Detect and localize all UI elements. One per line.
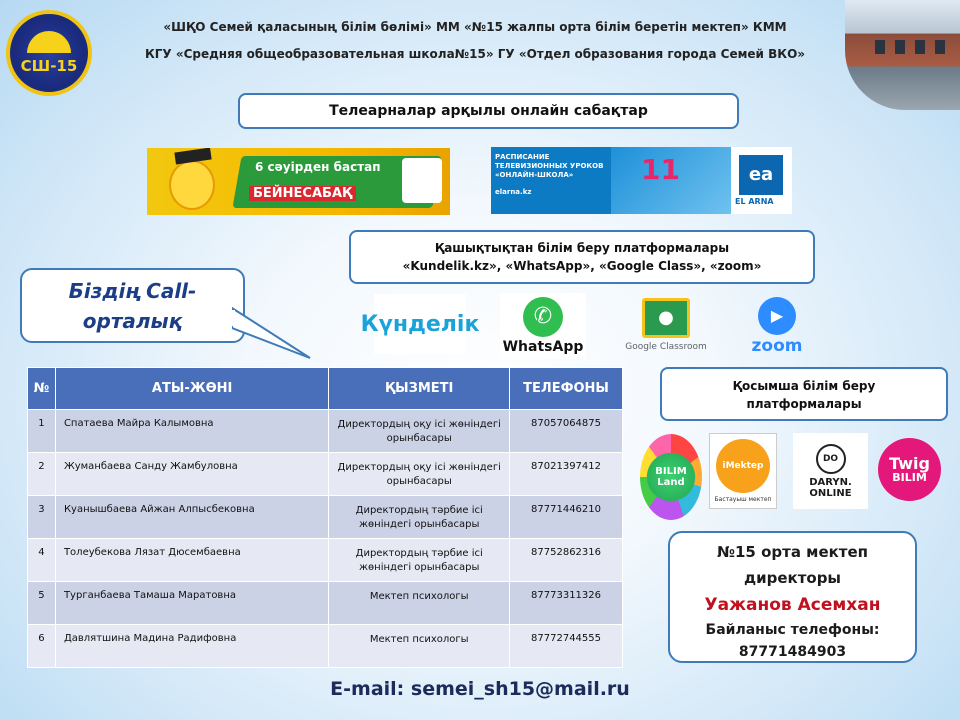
row-phone[interactable]: 87772744555 — [510, 625, 623, 668]
google-classroom-label: Google Classroom — [625, 342, 707, 352]
director-name: Уажанов Асемхан — [704, 595, 881, 615]
row-position: Мектеп психологы — [329, 582, 510, 625]
schedule-text: РАСПИСАНИЕ ТЕЛЕВИЗИОННЫХ УРОКОВ «ОНЛАЙН-ШКОЛА» — [495, 153, 604, 179]
site-text: elarna.kz — [495, 188, 532, 196]
call-center-line1: Біздің Call- — [68, 279, 197, 303]
call-center-callout — [20, 268, 245, 343]
logo-text: СШ-15 — [20, 57, 78, 75]
row-name: Толеубекова Лязат Дюсембаевна — [55, 539, 328, 582]
video-lesson-banner[interactable] — [147, 148, 450, 215]
el-arna-logo-icon: ea — [739, 155, 783, 195]
table-row — [28, 453, 623, 496]
banner-video-lesson-text: БЕЙНЕСАБАҚ — [249, 186, 356, 201]
chick-mascot-icon — [169, 160, 215, 210]
table-header-row — [28, 368, 623, 410]
daryn-label: DARYN. ONLINE — [809, 476, 852, 499]
director-school-line: №15 орта мектеп — [716, 543, 869, 561]
director-contact-label: Байланыс телефоны: — [705, 622, 880, 638]
call-center-line2: орталық — [82, 309, 183, 333]
row-name: Жуманбаева Санду Жамбуловна — [55, 453, 328, 496]
zoom-logo[interactable] — [744, 297, 810, 355]
call-center-table — [27, 367, 623, 668]
header-position: ҚЫЗМЕТІ — [329, 368, 510, 410]
extra-platforms-line2: платформалары — [746, 397, 862, 411]
row-name: Куанышбаева Айжан Алпысбековна — [55, 496, 328, 539]
header-num: № — [28, 368, 56, 410]
distance-platforms-box — [349, 230, 815, 284]
row-phone[interactable]: 87771446210 — [510, 496, 623, 539]
whatsapp-logo[interactable] — [500, 293, 586, 359]
header-name: АТЫ-ЖӨНІ — [55, 368, 328, 410]
header-phone: ТЕЛЕФОНЫ — [510, 368, 623, 410]
row-name: Спатаева Майра Калымовна — [55, 410, 328, 453]
distance-platforms-line1: Қашықтықтан білім беру платформалары — [434, 241, 730, 255]
row-name: Давлятшина Мадина Радифовна — [55, 625, 328, 668]
tv-lessons-title: Телеарналар арқылы онлайн сабақтар — [238, 93, 739, 129]
bilimland-logo[interactable]: BILIM Land — [640, 434, 702, 520]
row-num: 2 — [28, 453, 56, 496]
row-position: Директордың тәрбие ісі жөніндегі орынбасары — [329, 539, 510, 582]
el-arna-brand: EL ARNA — [735, 197, 774, 206]
imektep-subtitle: Бастауыш мектеп — [714, 496, 772, 503]
zoom-label: zoom — [751, 335, 803, 356]
director-contact-box — [668, 531, 917, 663]
row-num: 3 — [28, 496, 56, 539]
table-row — [28, 582, 623, 625]
el-arna-schedule-text — [491, 147, 611, 214]
table-row — [28, 625, 623, 668]
row-position: Директордың оқу ісі жөніндегі орынбасары — [329, 410, 510, 453]
row-phone[interactable]: 87057064875 — [510, 410, 623, 453]
row-position: Мектеп психологы — [329, 625, 510, 668]
twig-bilim-label: BILIM — [892, 470, 927, 484]
row-phone[interactable]: 87773311326 — [510, 582, 623, 625]
row-num: 6 — [28, 625, 56, 668]
row-name: Турганбаева Тамаша Маратовна — [55, 582, 328, 625]
whatsapp-icon: ✆ — [523, 297, 563, 337]
callout-tail — [232, 300, 312, 360]
video-camera-icon: ▶ — [758, 297, 796, 335]
row-num: 1 — [28, 410, 56, 453]
extra-platforms-line1: Қосымша білім беру — [732, 379, 876, 393]
grade-number: 11 — [641, 153, 680, 186]
header-line-kz: «ШҚО Семей қаласының білім бөлімі» ММ «№15 жалпы орта білім беретін мектеп» КММ — [163, 20, 787, 34]
logo-sun-icon — [27, 31, 71, 53]
classroom-board-icon: ● — [642, 298, 690, 338]
table-row — [28, 496, 623, 539]
school-building-photo — [845, 0, 960, 110]
imektep-icon: iMektep — [716, 439, 770, 493]
twig-label: Twig — [889, 453, 930, 473]
row-position: Директордың оқу ісі жөніндегі орынбасары — [329, 453, 510, 496]
row-phone[interactable]: 87021397412 — [510, 453, 623, 496]
row-num: 5 — [28, 582, 56, 625]
row-position: Директордың тәрбие ісі жөніндегі орынбасары — [329, 496, 510, 539]
distance-platforms-line2: «Kundelik.kz», «WhatsApp», «Google Class», «zoom» — [402, 259, 762, 273]
table-row — [28, 539, 623, 582]
kundelik-logo[interactable]: Күнделік — [374, 294, 466, 354]
graduation-cap-icon — [174, 148, 211, 164]
google-classroom-logo[interactable] — [620, 292, 712, 358]
header-line-ru: КГУ «Средняя общеобразовательная школа№15» ГУ «Отдел образования города Семей ВКО» — [144, 47, 806, 61]
whatsapp-label: WhatsApp — [502, 339, 584, 355]
school-logo — [6, 10, 92, 96]
table-row — [28, 410, 623, 453]
director-phone[interactable]: 87771484903 — [738, 644, 847, 660]
row-phone[interactable]: 87752862316 — [510, 539, 623, 582]
daryn-online-logo[interactable] — [793, 433, 868, 509]
daryn-icon: DO — [816, 444, 846, 474]
school-email[interactable]: E-mail: semei_sh15@mail.ru — [330, 678, 630, 700]
row-num: 4 — [28, 539, 56, 582]
app-store-badges — [402, 158, 442, 203]
director-title: директоры — [743, 569, 842, 587]
imektep-logo[interactable] — [709, 433, 777, 509]
extra-platforms-box — [660, 367, 948, 421]
banner-date-text: 6 сәуірден бастап — [255, 160, 381, 174]
el-arna-banner[interactable] — [491, 147, 792, 214]
twig-bilim-logo[interactable] — [878, 438, 941, 501]
